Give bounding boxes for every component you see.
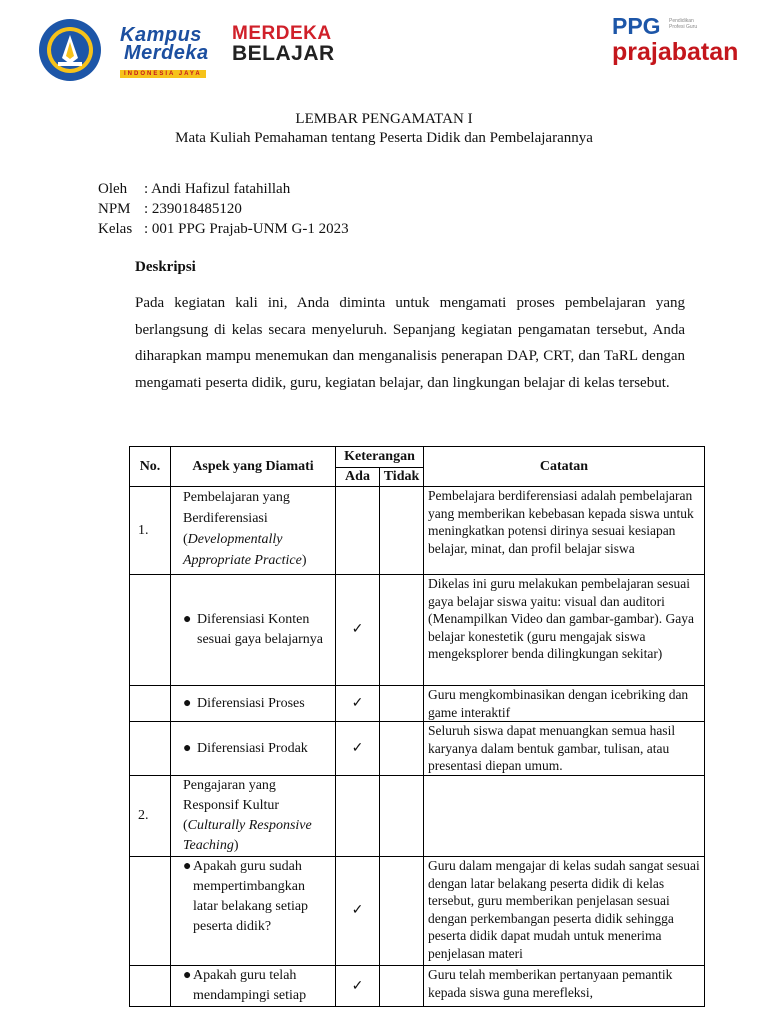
ada-check-icon: ✓: [336, 686, 380, 722]
aspect-label: Diferensiasi Konten sesuai gaya belajarnya: [197, 612, 323, 647]
ppg-word: PPG: [612, 13, 661, 39]
subtitle-open: (: [183, 818, 188, 833]
description-heading: Deskripsi: [135, 259, 196, 275]
subtitle-close: ): [233, 838, 239, 853]
note-cell: Guru telah memberikan pertanyaan pemantik kepada siswa guna merefleksi,: [424, 966, 705, 1007]
table-row: [130, 686, 705, 722]
row-number: [130, 857, 171, 966]
merdeka-belajar-logo: [232, 24, 335, 64]
list-item: [183, 740, 331, 758]
note-cell: Guru dalam mengajar di kelas sudah sangat sesuai dengan latar belakang peserta didik di kelas tersebut, guru memberikan penjelasan sesuai dengan perkembangan peserta didik sehingga peserta didik dapat mudah untuk menerima penjelasan materi: [424, 857, 705, 966]
identity-value: : Andi Hafizul fatahillah: [144, 181, 291, 197]
row-number: [130, 722, 171, 776]
identity-row-class: [98, 219, 349, 239]
description-body: Pada kegiatan kali ini, Anda diminta untuk mengamati proses pembelajaran yang berlangsung di kelas secara menyeluruh. Sepanjang kegiatan pengamatan tersebut, Anda diharapkan mampu menemukan dan menganalisis penerapan DAP, CRT, dan TaRL dengan mengamati peserta didik, guru, kegiatan belajar, dan lingkungan belajar di kelas tersebut.: [135, 295, 685, 391]
aspect-label: Apakah guru sudah mempertimbangkan latar belakang setiap peserta didik?: [193, 859, 309, 934]
row-number: 2.: [130, 776, 171, 857]
header-catatan: Catatan: [424, 447, 705, 487]
note-cell: Guru mengkombinasikan dengan icebriking dan game interaktif: [424, 686, 705, 722]
row-number: [130, 575, 171, 686]
identity-row-name: [98, 179, 349, 199]
section-title-cell: [171, 776, 336, 857]
aspect-label: Apakah guru telah mendampingi setiap: [193, 968, 307, 1003]
identity-value: : 239018485120: [144, 201, 242, 217]
bullet-icon: ●: [183, 859, 192, 874]
document-subtitle: Mata Kuliah Pemahaman tentang Peserta Didik dan Pembelajarannya: [175, 130, 593, 146]
belajar-word: BELAJAR: [232, 42, 335, 65]
section-subtitle: Developmentally Appropriate Practice: [183, 532, 302, 568]
aspect-cell: [171, 686, 336, 722]
tidak-cell: [380, 776, 424, 857]
header-keterangan: Keterangan: [336, 447, 424, 468]
section-title: Pengajaran yang Responsif Kultur: [183, 778, 280, 813]
document-title: LEMBAR PENGAMATAN I: [295, 111, 473, 127]
identity-key: Oleh: [98, 181, 128, 197]
row-number: 1.: [130, 487, 171, 575]
tidak-cell: [380, 722, 424, 776]
table-row: [130, 776, 705, 857]
aspect-cell: [171, 575, 336, 686]
tidak-cell: [380, 686, 424, 722]
list-item: [183, 610, 331, 650]
observation-table: [129, 446, 705, 1007]
tidak-cell: [380, 487, 424, 575]
row-number: [130, 686, 171, 722]
row-number: [130, 966, 171, 1007]
tut-wuri-handayani-seal-icon: [38, 18, 102, 82]
table-row: [130, 722, 705, 776]
aspect-cell: [171, 722, 336, 776]
ada-cell: [336, 776, 380, 857]
page-header: [0, 0, 768, 95]
table-row: [130, 487, 705, 575]
aspect-label: Diferensiasi Proses: [197, 695, 305, 711]
identity-block: [98, 179, 349, 239]
header-no: No.: [130, 447, 171, 487]
tidak-cell: [380, 575, 424, 686]
header-aspek: Aspek yang Diamati: [171, 447, 336, 487]
kampus-text: Kampus: [120, 24, 202, 46]
subtitle-close: ): [301, 553, 307, 568]
section-subtitle: Culturally Responsive Teaching: [183, 818, 312, 853]
bullet-icon: ●: [183, 968, 192, 983]
merdeka-text: Merdeka: [124, 42, 209, 64]
header-tidak: Tidak: [380, 468, 424, 487]
bullet-icon: ●: [183, 612, 192, 627]
table-row: [130, 575, 705, 686]
ppg-prajabatan-logo: [612, 14, 738, 65]
header-ada: Ada: [336, 468, 380, 487]
ada-check-icon: ✓: [336, 966, 380, 1007]
tidak-cell: [380, 857, 424, 966]
indonesia-jaya-text: INDONESIA JAYA: [120, 70, 206, 78]
table-header-row: [130, 447, 705, 468]
table-row: [130, 857, 705, 966]
list-item: [183, 857, 331, 937]
aspect-label: Diferensiasi Prodak: [197, 740, 308, 756]
bullet-icon: ●: [183, 740, 192, 756]
ada-check-icon: ✓: [336, 857, 380, 966]
table-row: [130, 966, 705, 1007]
note-cell: Seluruh siswa dapat menuangkan semua hasil karyanya dalam bentuk gambar, tulisan, atau presentasi diepan umum.: [424, 722, 705, 776]
list-item: [183, 966, 331, 1006]
aspect-cell: [171, 966, 336, 1007]
section-title-cell: [171, 487, 336, 575]
bullet-icon: ●: [183, 695, 192, 711]
ada-cell: [336, 487, 380, 575]
ada-check-icon: ✓: [336, 575, 380, 686]
note-cell: [424, 776, 705, 857]
identity-value: : 001 PPG Prajab-UNM G-1 2023: [144, 221, 349, 237]
tidak-cell: [380, 966, 424, 1007]
note-cell: Pembelajara berdiferensiasi adalah pembelajaran yang memberikan kebebasan kepada siswa untuk meningkatkan potensi dirinya sesuai kesiapan belajar, minat, dan profil belajar siswa: [424, 487, 705, 575]
merdeka-word: MERDEKA: [232, 23, 332, 44]
list-item: [183, 695, 331, 713]
aspect-cell: [171, 857, 336, 966]
identity-key: Kelas: [98, 221, 133, 237]
identity-row-npm: [98, 199, 349, 219]
identity-key: NPM: [98, 201, 131, 217]
kampus-merdeka-logo: [120, 26, 209, 80]
ppg-subtext: Pendidikan Profesi Guru: [669, 18, 698, 30]
ada-check-icon: ✓: [336, 722, 380, 776]
note-cell: Dikelas ini guru melakukan pembelajaran sesuai gaya belajar siswa yaitu: visual dan auditori (Menampilkan Video dan gambar-gambar). Gaya belajar konestetik (guru mengajak siswa mengeksplorer benda dilingkungan sekitar): [424, 575, 705, 686]
prajabatan-word: prajabatan: [612, 38, 739, 66]
section-title: Pembelajaran yang Berdiferensiasi: [183, 490, 290, 526]
subtitle-open: (: [183, 532, 188, 547]
